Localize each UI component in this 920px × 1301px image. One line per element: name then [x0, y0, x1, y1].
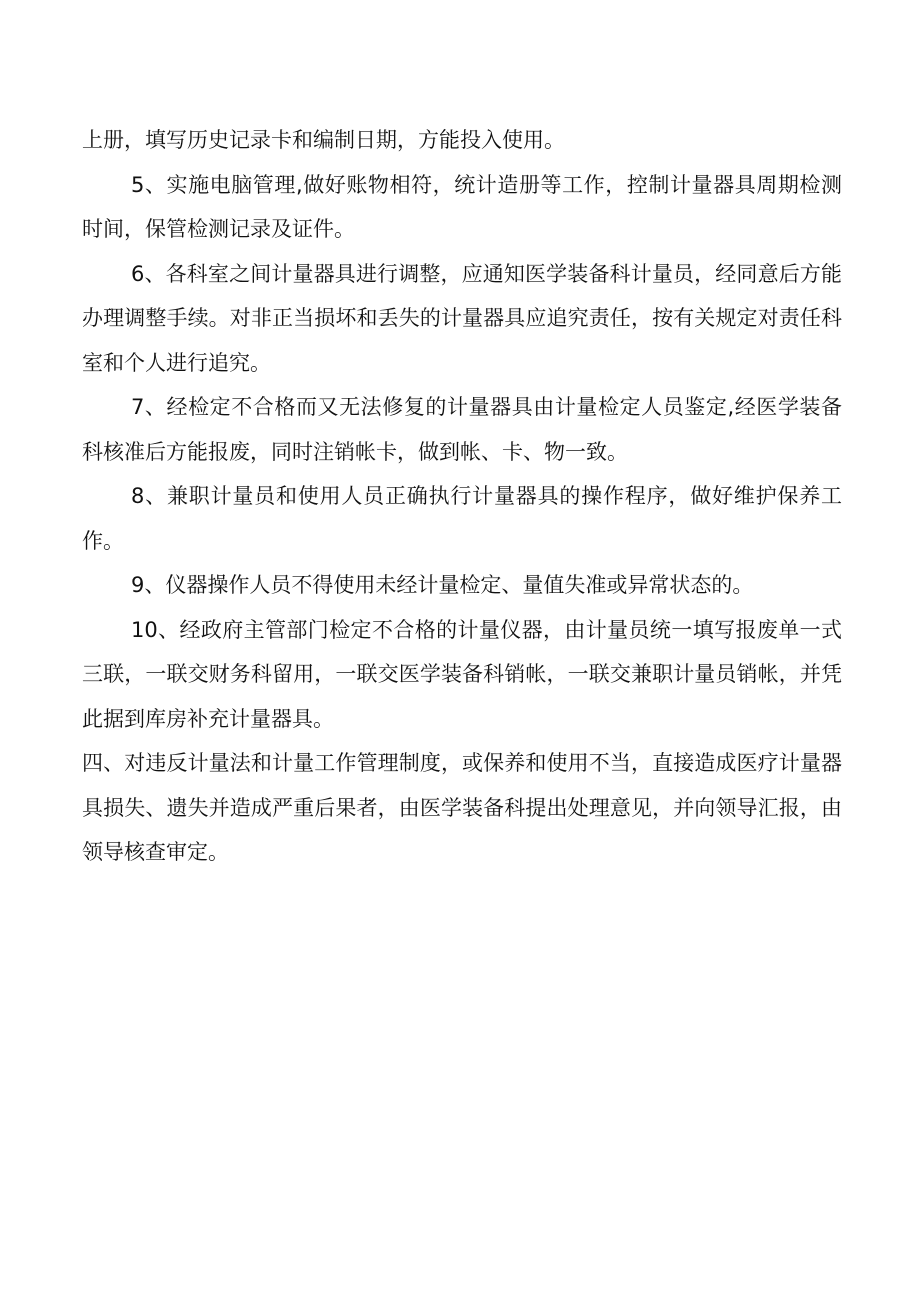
paragraph-section-4: 四、对违反计量法和计量工作管理制度，或保养和使用不当，直接造成医疗计量器具损失、遗失并造成严重后果者，由医学装备科提出处理意见，并向领导汇报，由领导核查审定。 — [82, 751, 842, 864]
paragraph-item-10: 10、经政府主管部门检定不合格的计量仪器，由计量员统一填写报废单一式三联，一联交财务科留用，一联交医学装备科销帐，一联交兼职计量员销帐，并凭此据到库房补充计量器具。 — [82, 617, 842, 731]
paragraph-item-7: 7、经检定不合格而又无法修复的计量器具由计量检定人员鉴定,经医学装备科核准后方能报废，同时注销帐卡，做到帐、卡、物一致。 — [82, 395, 842, 464]
paragraph-item-9: 9、仪器操作人员不得使用未经计量检定、量值失准或异常状态的。 — [131, 573, 754, 597]
document-body — [82, 118, 842, 875]
paragraph-item-6: 6、各科室之间计量器具进行调整，应通知医学装备科计量员，经同意后方能办理调整手续。对非正当损坏和丢失的计量器具应追究责任，按有关规定对责任科室和个人进行追究。 — [82, 261, 842, 375]
paragraph-continuation: 上册，填写历史记录卡和编制日期，方能投入使用。 — [82, 128, 565, 152]
paragraph-item-8: 8、兼职计量员和使用人员正确执行计量器具的操作程序，做好维护保养工作。 — [82, 484, 842, 553]
paragraph-item-5: 5、实施电脑管理,做好账物相符，统计造册等工作，控制计量器具周期检测时间，保管检测记录及证件。 — [82, 172, 842, 241]
